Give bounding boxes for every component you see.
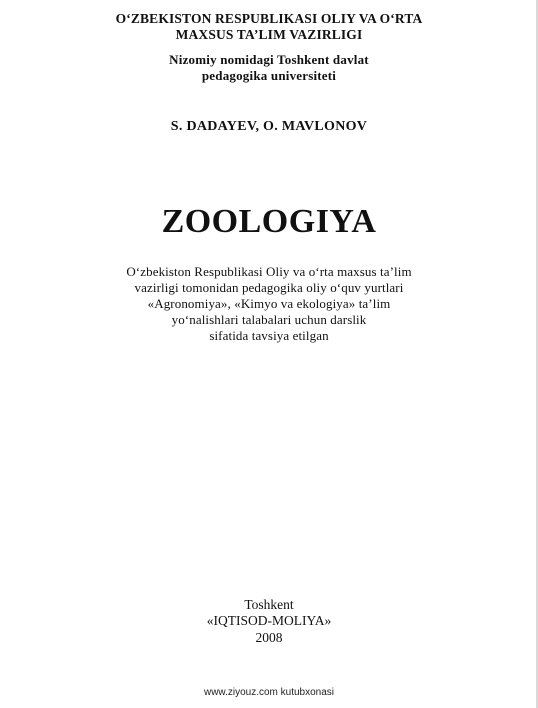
footer-watermark: www.ziyouz.com kutubxonasi bbox=[203, 687, 335, 698]
authors: S. DADAYEV, O. MAVLONOV bbox=[170, 119, 368, 134]
ministry-line-1: O‘ZBEKISTON RESPUBLIKASI OLIY VA O‘RTA bbox=[115, 11, 423, 26]
university-line-2: pedagogika universiteti bbox=[201, 68, 337, 83]
book-title: ZOOLOGIYA bbox=[161, 203, 377, 240]
publication-year: 2008 bbox=[255, 630, 283, 645]
publisher-city: Toshkent bbox=[244, 597, 294, 612]
university-line-1: Nizomiy nomidagi Toshkent davlat bbox=[169, 52, 369, 67]
description-line-3: «Agronomiya», «Kimyo va ekologiya» ta’lim bbox=[147, 296, 391, 311]
description-line-4: yo‘nalishlari talabalari uchun darslik bbox=[171, 312, 367, 327]
description-line-5: sifatida tavsiya etilgan bbox=[209, 328, 329, 343]
ministry-line-2: MAXSUS TA’LIM VAZIRLIGI bbox=[175, 27, 363, 42]
publisher-name: «IQTISOD-MOLIYA» bbox=[206, 613, 332, 628]
description-line-2: vazirligi tomonidan pedagogika oliy o‘quv yurtlari bbox=[134, 280, 404, 295]
description-line-1: O‘zbekiston Respublikasi Oliy va o‘rta maxsus ta’lim bbox=[126, 264, 412, 279]
